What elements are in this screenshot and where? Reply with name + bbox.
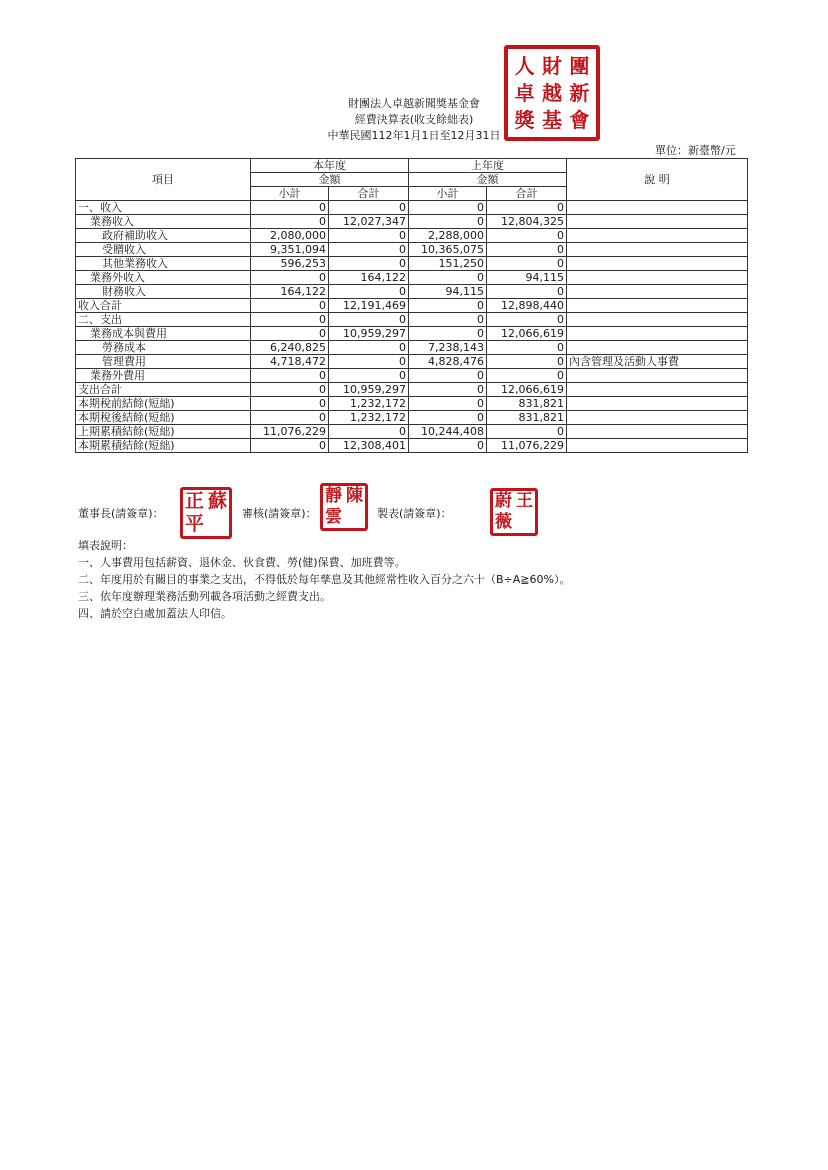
row-note [567, 341, 748, 355]
row-note [567, 439, 748, 453]
table-row [76, 313, 748, 327]
chairman-signature-label: 董事長(請簽章)： [78, 507, 164, 520]
table-row [76, 341, 748, 355]
column-header-note: 說 明 [567, 159, 748, 201]
this-year-total: 1,232,172 [329, 397, 409, 411]
row-note [567, 383, 748, 397]
row-label: 本期稅後結餘(短絀) [76, 411, 251, 425]
instruction-item: 一、人事費用包括薪資、退休金、伙食費、勞(健)保費、加班費等。 [78, 556, 406, 569]
last-year-total: 0 [487, 425, 567, 439]
last-year-subtotal: 2,288,000 [409, 229, 487, 243]
report-title: 經費決算表(收支餘絀表) [354, 113, 474, 126]
this-year-total: 0 [329, 257, 409, 271]
this-year-total: 0 [329, 201, 409, 215]
column-header-last-year: 上年度 [409, 159, 567, 173]
this-year-subtotal: 0 [251, 397, 329, 411]
row-label: 業務成本與費用 [76, 327, 251, 341]
column-header-this-year: 本年度 [251, 159, 409, 173]
this-year-subtotal: 2,080,000 [251, 229, 329, 243]
last-year-total: 0 [487, 369, 567, 383]
row-note [567, 425, 748, 439]
row-note [567, 299, 748, 313]
column-header-subtotal: 小計 [409, 187, 487, 201]
table-row [76, 327, 748, 341]
last-year-total: 11,076,229 [487, 439, 567, 453]
report-period: 中華民國112年1月1日至12月31日 [327, 129, 501, 142]
foundation-seal: 人 財 團 卓 越 新 獎 基 會 [504, 45, 600, 141]
row-label: 收入合計 [76, 299, 251, 313]
last-year-total: 0 [487, 341, 567, 355]
instruction-item: 三、依年度辦理業務活動列載各項活動之經費支出。 [78, 590, 331, 603]
last-year-total: 12,066,619 [487, 383, 567, 397]
table-row [76, 229, 748, 243]
last-year-total: 0 [487, 229, 567, 243]
row-label: 業務外費用 [76, 369, 251, 383]
row-label: 政府補助收入 [76, 229, 251, 243]
last-year-subtotal: 0 [409, 313, 487, 327]
this-year-total: 0 [329, 285, 409, 299]
this-year-total: 1,232,172 [329, 411, 409, 425]
last-year-subtotal: 0 [409, 271, 487, 285]
last-year-total: 0 [487, 355, 567, 369]
instruction-item: 二、年度用於有關目的事業之支出，不得低於每年孳息及其他經常性收入百分之六十（B÷A≧60%）。 [78, 573, 571, 586]
last-year-subtotal: 0 [409, 327, 487, 341]
row-note [567, 397, 748, 411]
this-year-subtotal: 596,253 [251, 257, 329, 271]
row-label: 財務收入 [76, 285, 251, 299]
row-note [567, 215, 748, 229]
row-note [567, 257, 748, 271]
column-header-total: 合計 [329, 187, 409, 201]
row-label: 業務收入 [76, 215, 251, 229]
last-year-subtotal: 0 [409, 201, 487, 215]
row-label: 一、收入 [76, 201, 251, 215]
this-year-subtotal: 4,718,472 [251, 355, 329, 369]
this-year-subtotal: 0 [251, 369, 329, 383]
last-year-subtotal: 0 [409, 397, 487, 411]
last-year-total: 0 [487, 313, 567, 327]
this-year-subtotal: 0 [251, 271, 329, 285]
this-year-total: 0 [329, 229, 409, 243]
row-note [567, 411, 748, 425]
this-year-subtotal: 6,240,825 [251, 341, 329, 355]
table-row [76, 299, 748, 313]
this-year-total: 164,122 [329, 271, 409, 285]
this-year-total: 0 [329, 243, 409, 257]
this-year-total: 10,959,297 [329, 383, 409, 397]
this-year-subtotal: 11,076,229 [251, 425, 329, 439]
last-year-subtotal: 0 [409, 215, 487, 229]
this-year-subtotal: 0 [251, 327, 329, 341]
row-label: 管理費用 [76, 355, 251, 369]
last-year-total: 94,115 [487, 271, 567, 285]
financial-table [75, 158, 748, 453]
last-year-total: 12,066,619 [487, 327, 567, 341]
last-year-subtotal: 10,365,075 [409, 243, 487, 257]
this-year-subtotal: 0 [251, 411, 329, 425]
this-year-subtotal: 0 [251, 201, 329, 215]
this-year-total: 12,308,401 [329, 439, 409, 453]
table-row [76, 411, 748, 425]
instructions [78, 537, 570, 622]
table-row [76, 355, 748, 369]
table-row [76, 215, 748, 229]
preparer-signature-label: 製表(請簽章)： [377, 507, 452, 520]
this-year-total: 10,959,297 [329, 327, 409, 341]
last-year-total: 831,821 [487, 397, 567, 411]
reviewer-seal: 靜 陳 雲 [320, 483, 368, 531]
table-body [76, 201, 748, 453]
last-year-subtotal: 0 [409, 299, 487, 313]
last-year-subtotal: 0 [409, 411, 487, 425]
row-note [567, 369, 748, 383]
column-header-amount: 金額 [409, 173, 567, 187]
column-header-item: 項目 [76, 159, 251, 201]
last-year-subtotal: 10,244,408 [409, 425, 487, 439]
row-note [567, 313, 748, 327]
org-name: 財團法人卓越新聞獎基金會 [348, 97, 480, 110]
last-year-total: 0 [487, 201, 567, 215]
table-row [76, 271, 748, 285]
last-year-total: 0 [487, 285, 567, 299]
this-year-subtotal: 164,122 [251, 285, 329, 299]
last-year-total: 0 [487, 243, 567, 257]
last-year-subtotal: 0 [409, 383, 487, 397]
table-row [76, 257, 748, 271]
column-header-subtotal: 小計 [251, 187, 329, 201]
this-year-subtotal: 0 [251, 215, 329, 229]
row-note [567, 229, 748, 243]
last-year-total: 831,821 [487, 411, 567, 425]
row-label: 勞務成本 [76, 341, 251, 355]
last-year-subtotal: 0 [409, 369, 487, 383]
row-label: 受贈收入 [76, 243, 251, 257]
reviewer-signature-label: 審核(請簽章)： [242, 507, 317, 520]
row-label: 本期累積結餘(短絀) [76, 439, 251, 453]
last-year-total: 0 [487, 257, 567, 271]
last-year-total: 12,804,325 [487, 215, 567, 229]
instructions-title: 填表說明： [78, 539, 133, 552]
this-year-total: 0 [329, 313, 409, 327]
table-row [76, 201, 748, 215]
this-year-total: 12,027,347 [329, 215, 409, 229]
table-row [76, 397, 748, 411]
preparer-seal: 蔚 王 薇 [490, 488, 538, 536]
last-year-subtotal: 0 [409, 439, 487, 453]
this-year-total: 0 [329, 369, 409, 383]
column-header-amount: 金額 [251, 173, 409, 187]
column-header-total: 合計 [487, 187, 567, 201]
row-label: 二、支出 [76, 313, 251, 327]
row-note [567, 327, 748, 341]
chairman-seal: 正 蘇 平 [180, 487, 232, 539]
this-year-subtotal: 0 [251, 383, 329, 397]
row-label: 支出合計 [76, 383, 251, 397]
table-row [76, 243, 748, 257]
row-note: 內含管理及活動人事費 [567, 355, 748, 369]
last-year-subtotal: 151,250 [409, 257, 487, 271]
this-year-total: 0 [329, 341, 409, 355]
table-row [76, 439, 748, 453]
this-year-subtotal: 9,351,094 [251, 243, 329, 257]
table-row [76, 369, 748, 383]
row-label: 上期累積結餘(短絀) [76, 425, 251, 439]
instruction-item: 四、請於空白處加蓋法人印信。 [78, 607, 232, 620]
row-label: 業務外收入 [76, 271, 251, 285]
this-year-total: 12,191,469 [329, 299, 409, 313]
this-year-subtotal: 0 [251, 439, 329, 453]
table-row [76, 285, 748, 299]
row-label: 其他業務收入 [76, 257, 251, 271]
last-year-subtotal: 7,238,143 [409, 341, 487, 355]
this-year-subtotal: 0 [251, 299, 329, 313]
last-year-subtotal: 4,828,476 [409, 355, 487, 369]
table-row [76, 425, 748, 439]
this-year-total: 0 [329, 425, 409, 439]
row-note [567, 285, 748, 299]
last-year-total: 12,898,440 [487, 299, 567, 313]
last-year-subtotal: 94,115 [409, 285, 487, 299]
row-note [567, 201, 748, 215]
currency-unit: 單位：新臺幣/元 [655, 144, 736, 157]
this-year-subtotal: 0 [251, 313, 329, 327]
row-note [567, 243, 748, 257]
row-note [567, 271, 748, 285]
this-year-total: 0 [329, 355, 409, 369]
table-row [76, 383, 748, 397]
row-label: 本期稅前結餘(短絀) [76, 397, 251, 411]
